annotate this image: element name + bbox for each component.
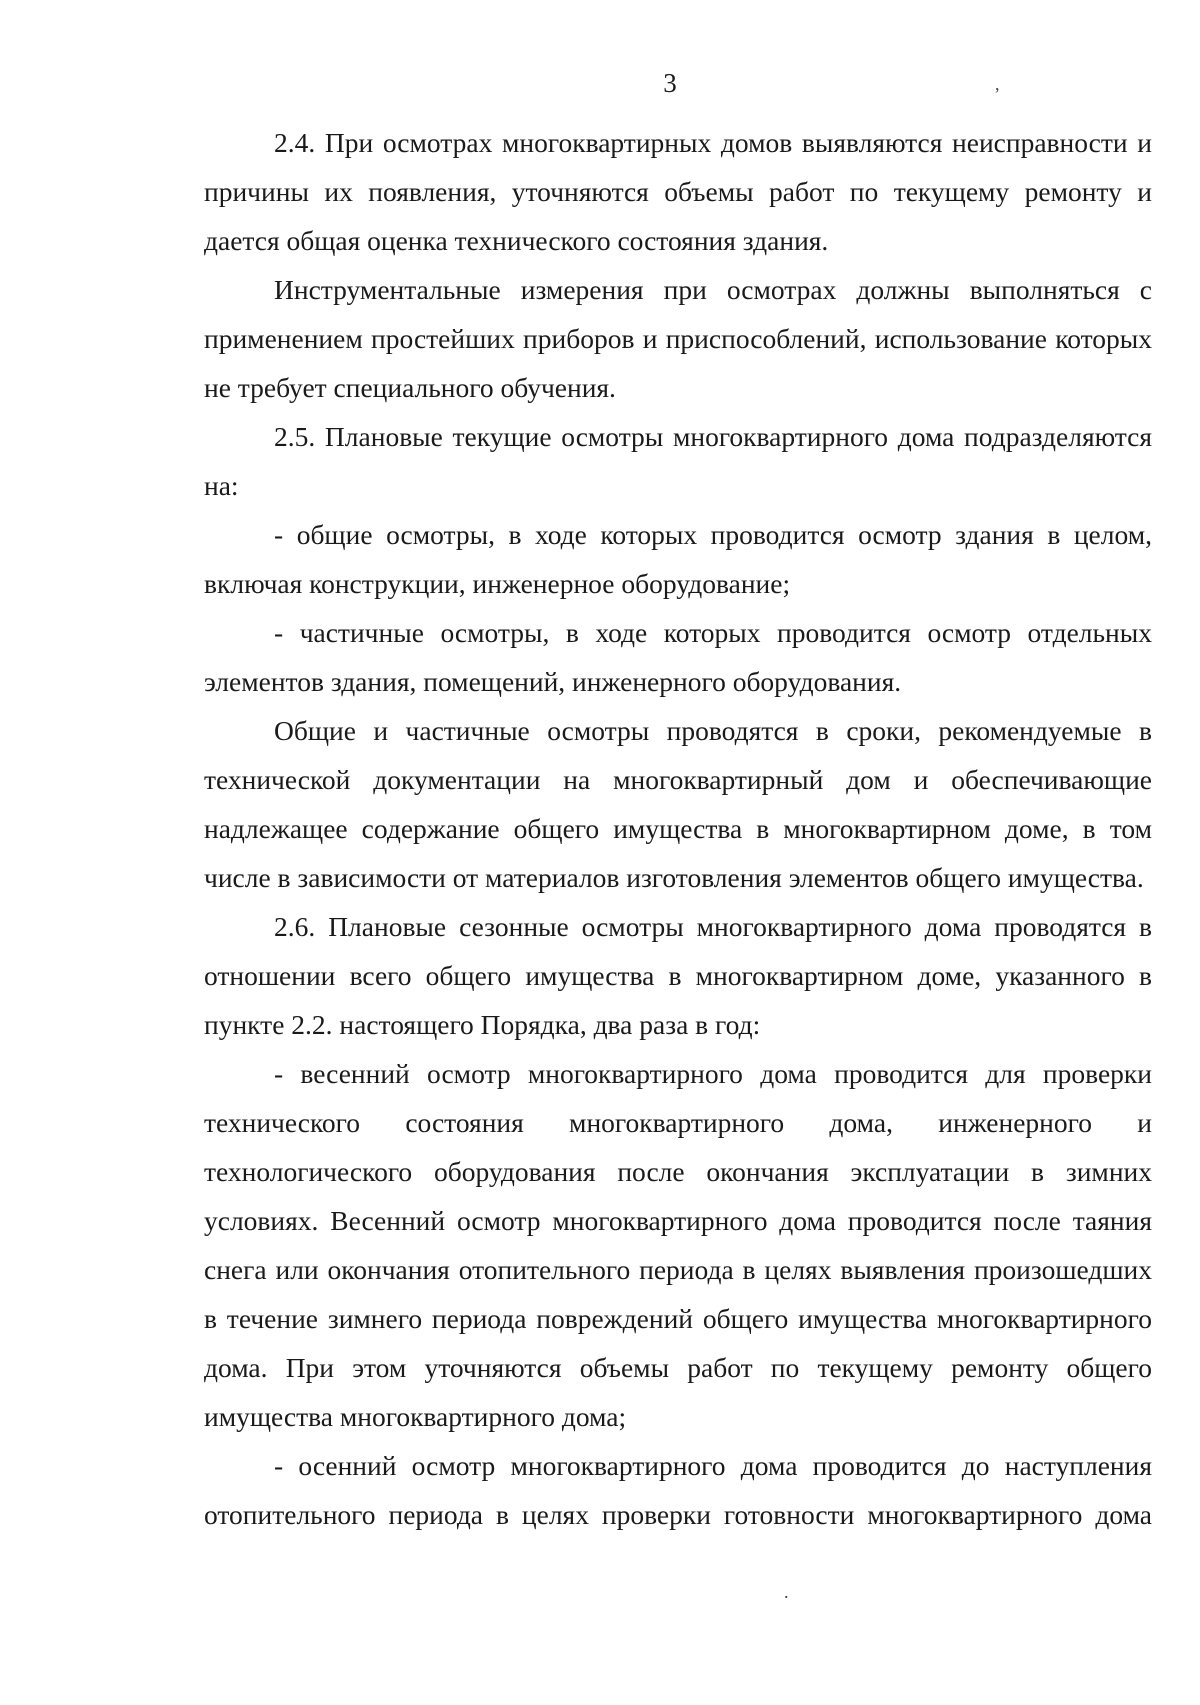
stray-mark-top: ,: [995, 74, 1000, 94]
paragraph-2-6: 2.6. Плановые сезонные осмотры многоквартирного дома проводятся в отношении всего общего имущества в многоквартирном доме, указанного в пункте 2.2. настоящего Порядка, два раза в год:: [204, 911, 1152, 1040]
stray-mark-bottom: .: [784, 1582, 789, 1602]
list-item-autumn-inspection: - осенний осмотр многоквартирного дома проводится до наступления отопительного периода в целях проверки готовности многоквартирного дома: [204, 1450, 1152, 1530]
list-item-spring-inspection: - весенний осмотр многоквартирного дома проводится для проверки технического состояния многоквартирного дома, инженерного и технологического оборудования после окончания эксплуатации в зимних условиях. Весенний осмотр многоквартирного дома проводится после таяния снега или окончания отопительного периода в целях выявления произошедших в течение зимнего периода повреждений общего имущества многоквартирного дома. При этом уточняются объемы работ по текущему ремонту общего имущества многоквартирного дома;: [204, 1058, 1152, 1432]
paragraph-instrumental-measurements: Инструментальные измерения при осмотрах должны выполняться с применением простейших приборов и приспособлений, использование которых не требует специального обучения.: [204, 274, 1152, 403]
paragraph-2-5: 2.5. Плановые текущие осмотры многоквартирного дома подразделяются на:: [204, 421, 1152, 501]
list-item-general-inspections: - общие осмотры, в ходе которых проводится осмотр здания в целом, включая конструкции, инженерное оборудование;: [204, 519, 1152, 599]
document-body: [204, 118, 1152, 1539]
paragraph-inspection-terms: Общие и частичные осмотры проводятся в сроки, рекомендуемые в технической документации на многоквартирный дом и обеспечивающие надлежащее содержание общего имущества в многоквартирном доме, в том числе в зависимости от материалов изготовления элементов общего имущества.: [204, 715, 1152, 893]
paragraph-2-4: 2.4. При осмотрах многоквартирных домов выявляются неисправности и причины их появления, уточняются объемы работ по текущему ремонту и дается общая оценка технического состояния здания.: [204, 127, 1152, 256]
list-item-partial-inspections: - частичные осмотры, в ходе которых проводится осмотр отдельных элементов здания, помещений, инженерного оборудования.: [204, 617, 1152, 697]
page-number: 3: [663, 68, 677, 98]
